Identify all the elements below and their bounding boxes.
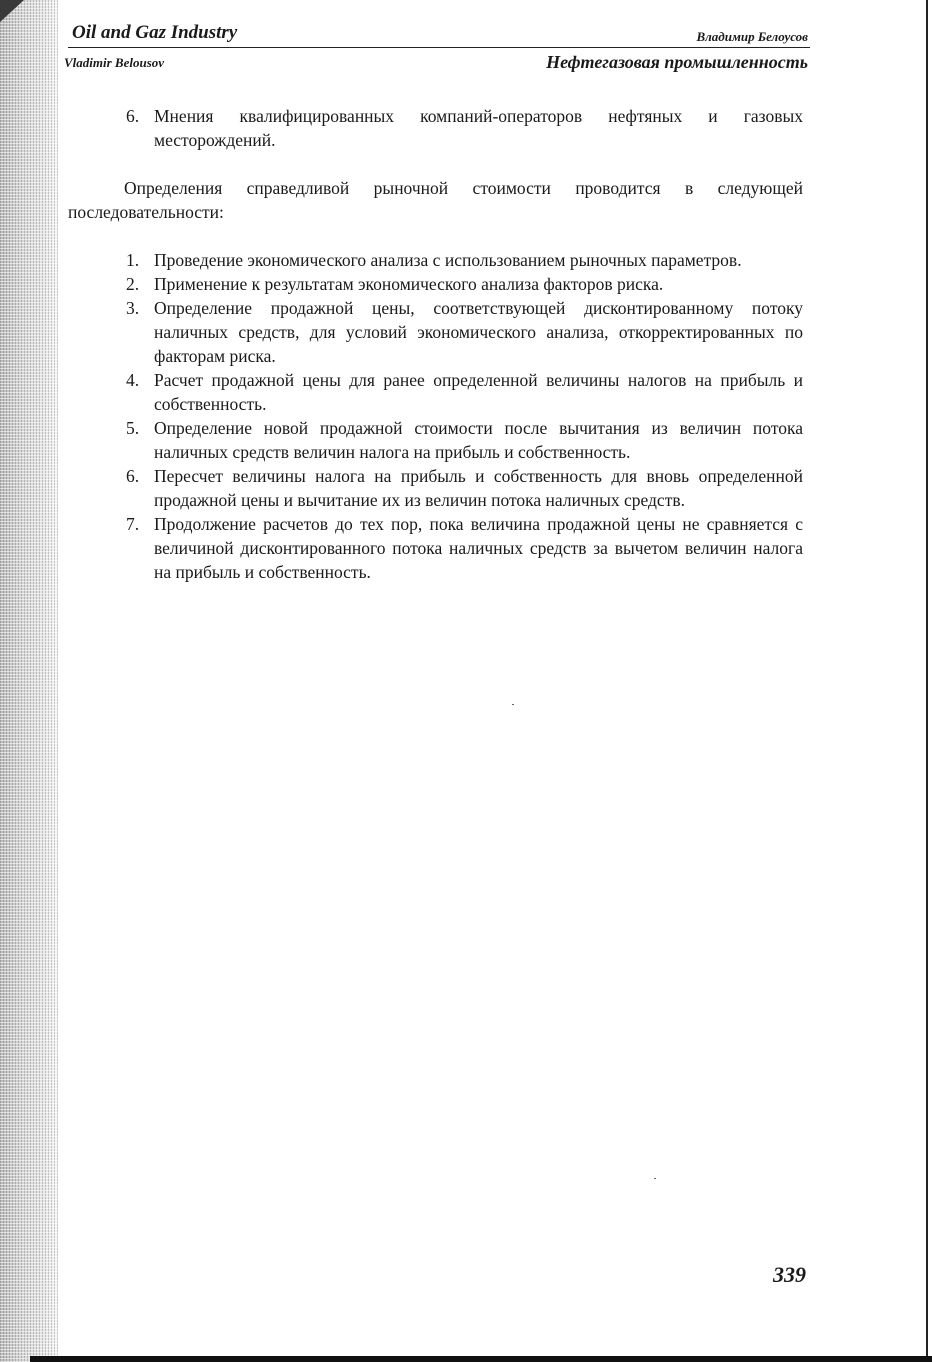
list-item xyxy=(68,248,803,272)
page-body xyxy=(68,104,803,584)
list-item-number: 6. xyxy=(126,466,140,486)
scan-speck xyxy=(512,704,514,705)
list-item xyxy=(68,104,803,152)
list-item-number: 6. xyxy=(126,106,140,126)
list-item xyxy=(68,464,803,512)
steps-list xyxy=(68,248,803,584)
list-item-number: 4. xyxy=(126,370,140,390)
scan-edge xyxy=(0,0,58,1362)
list-item-text: Мнения квалифицированных компаний-операторов нефтяных и газовых месторождений. xyxy=(154,106,803,150)
list-item xyxy=(68,272,803,296)
header-title-en: Oil and Gaz Industry xyxy=(72,22,238,43)
list-item xyxy=(68,296,803,368)
scan-bottom-edge xyxy=(30,1356,932,1362)
header-author-en: Vladimir Belousov xyxy=(64,55,165,70)
list-item-number: 5. xyxy=(126,418,140,438)
list-item-text: Определение новой продажной стоимости после вычитания из величин потока наличных средств величин налога на прибыль и собственность. xyxy=(154,418,803,462)
list-item-number: 3. xyxy=(126,298,140,318)
list-item-text: Продолжение расчетов до тех пор, пока величина продажной цены не сравняется с величиной дисконтированного потока наличных средств за вычетом величин налога на прибыль и собственность. xyxy=(154,514,803,582)
scan-speck xyxy=(654,1178,656,1179)
list-item-text: Определение продажной цены, соответствующей дисконтированному потоку наличных средств, для условий экономического анализа, откорректированных по факторам риска. xyxy=(154,298,803,366)
list-item-text: Расчет продажной цены для ранее определенной величины налогов на прибыль и собственность. xyxy=(154,370,803,414)
list-item-number: 1. xyxy=(126,250,140,270)
list-item-text: Проведение экономического анализа с использованием рыночных параметров. xyxy=(154,250,742,270)
list-item-text: Пересчет величины налога на прибыль и собственность для вновь определенной продажной цены и вычитание их из величин потока наличных средств. xyxy=(154,466,803,510)
paragraph: Определения справедливой рыночной стоимости проводится в следующей последовательности: xyxy=(68,178,803,222)
list-item-number: 7. xyxy=(126,514,140,534)
scan-corner xyxy=(0,0,24,22)
list-item xyxy=(68,512,803,584)
list-item xyxy=(68,368,803,416)
header-rule xyxy=(68,47,810,48)
list-item-text: Применение к результатам экономического анализа факторов риска. xyxy=(154,274,664,294)
list-item-number: 2. xyxy=(126,274,140,294)
list-item xyxy=(68,416,803,464)
header-author-ru: Владимир Белоусов xyxy=(696,29,808,44)
scan-right-edge xyxy=(926,0,928,1362)
page-number: 339 xyxy=(773,1262,806,1287)
header-title-ru: Нефтегазовая промышленность xyxy=(546,52,808,72)
